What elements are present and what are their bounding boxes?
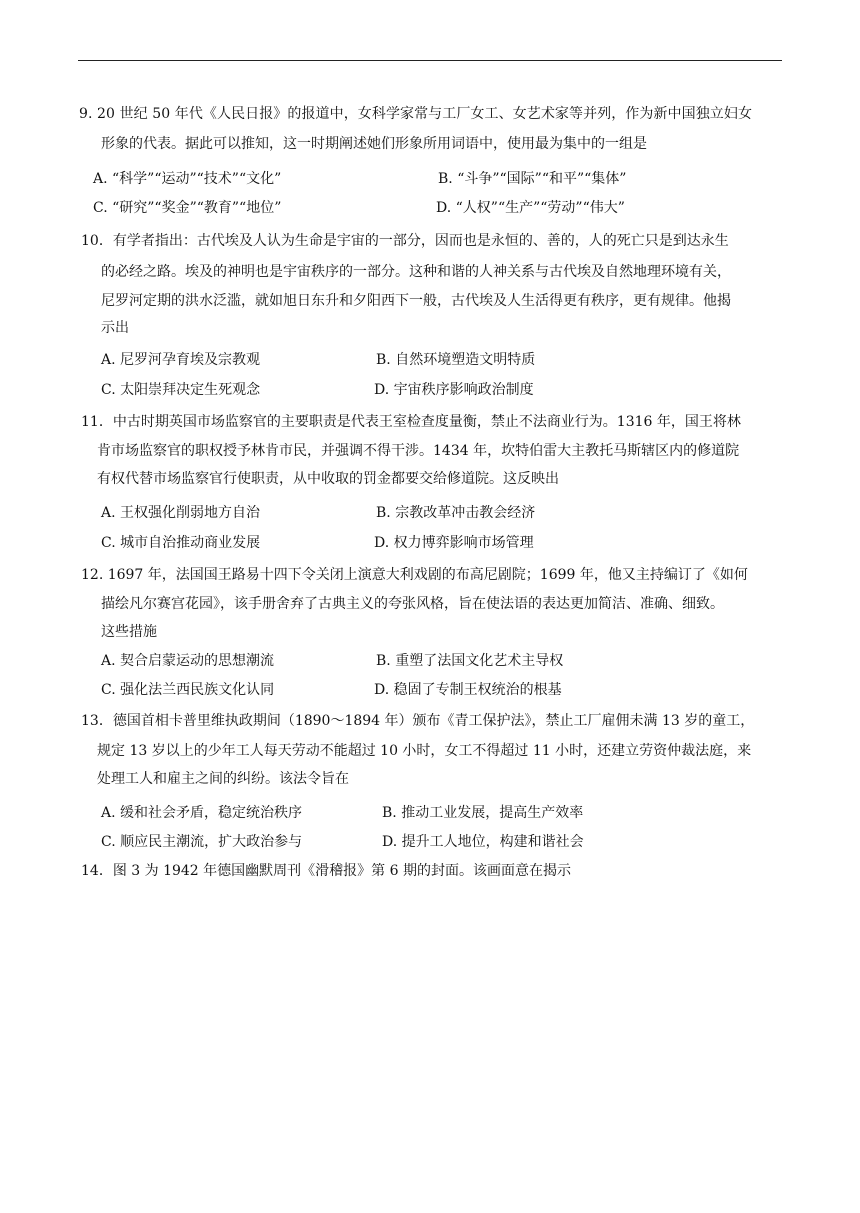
option-a: A. 契合启蒙运动的思想潮流: [101, 653, 275, 669]
option-c: C. 顺应民主潮流，扩大政治参与: [101, 834, 303, 850]
option-d: D. 宇宙秩序影响政治制度: [374, 382, 534, 398]
option-a: A. “科学”“运动”“技术”“文化”: [93, 171, 282, 187]
question-text-line: 形象的代表。据此可以推知，这一时期阐述她们形象所用词语中，使用最为集中的一组是: [101, 136, 647, 152]
question-text-line: 描绘凡尔赛宫花园》，该手册舍弃了古典主义的夸张风格，旨在使法语的表达更加简洁、准确、细致。: [101, 596, 724, 612]
question-text-line: 示出: [101, 320, 129, 336]
question-text-line: 14．图 3 为 1942 年德国幽默周刊《滑稽报》第 6 期的封面。该画面意在揭示: [81, 863, 571, 879]
question-text-line: 这些措施: [101, 624, 157, 640]
option-d: D. “人权”“生产”“劳动”“伟大”: [436, 200, 625, 216]
question-text-line: 的必经之路。埃及的神明也是宇宙秩序的一部分。这种和谐的人神关系与古代埃及自然地理环境有关，: [101, 264, 731, 280]
option-d: D. 稳固了专制王权统治的根基: [374, 682, 562, 698]
option-c: C. 太阳崇拜决定生死观念: [101, 382, 261, 398]
question-text-line: 13．德国首相卡普里维执政期间（1890～1894 年）颁布《青工保护法》，禁止工厂雇佣未满 13 岁的童工，: [81, 713, 755, 729]
option-b: B. “斗争”“国际”“和平”“集体”: [438, 171, 627, 187]
header-rule: [78, 60, 782, 61]
option-c: C. 城市自治推动商业发展: [101, 535, 261, 551]
option-d: D. 权力博弈影响市场管理: [374, 535, 534, 551]
question-text-line: 10．有学者指出：古代埃及人认为生命是宇宙的一部分，因而也是永恒的、善的，人的死亡只是到达永生: [81, 233, 729, 249]
question-text-line: 肯市场监察官的职权授予林肯市民，并强调不得干涉。1434 年，坎特伯雷大主教托马斯辖区内的修道院: [97, 443, 740, 459]
option-a: A. 王权强化削弱地方自治: [101, 505, 261, 521]
option-d: D. 提升工人地位，构建和谐社会: [382, 834, 584, 850]
question-text-line: 12. 1697 年，法国国王路易十四下令关闭上演意大利戏剧的布高尼剧院；1699 年，他又主持编订了《如何: [81, 567, 748, 583]
option-b: B. 推动工业发展，提高生产效率: [382, 805, 584, 821]
option-b: B. 自然环境塑造文明特质: [376, 352, 536, 368]
question-text-line: 处理工人和雇主之间的纠纷。该法令旨在: [97, 771, 349, 787]
option-b: B. 重塑了法国文化艺术主导权: [376, 653, 564, 669]
question-text-line: 9. 20 世纪 50 年代《人民日报》的报道中，女科学家常与工厂女工、女艺术家等并列，作为新中国独立妇女: [79, 106, 753, 122]
option-a: A. 尼罗河孕育埃及宗教观: [101, 352, 261, 368]
question-text-line: 规定 13 岁以上的少年工人每天劳动不能超过 10 小时，女工不得超过 11 小时，还建立劳资仲裁法庭，来: [97, 743, 752, 759]
question-text-line: 有权代替市场监察官行使职责，从中收取的罚金都要交给修道院。这反映出: [97, 471, 559, 487]
option-a: A. 缓和社会矛盾，稳定统治秩序: [101, 805, 303, 821]
question-text-line: 尼罗河定期的洪水泛滥，就如旭日东升和夕阳西下一般，古代埃及人生活得更有秩序，更有规律。他揭: [101, 293, 731, 309]
option-c: C. “研究”“奖金”“教育”“地位”: [93, 200, 282, 216]
option-b: B. 宗教改革冲击教会经济: [376, 505, 536, 521]
question-text-line: 11．中古时期英国市场监察官的主要职责是代表王室检查度量衡，禁止不法商业行为。1316 年，国王将林: [81, 414, 741, 430]
option-c: C. 强化法兰西民族文化认同: [101, 682, 275, 698]
